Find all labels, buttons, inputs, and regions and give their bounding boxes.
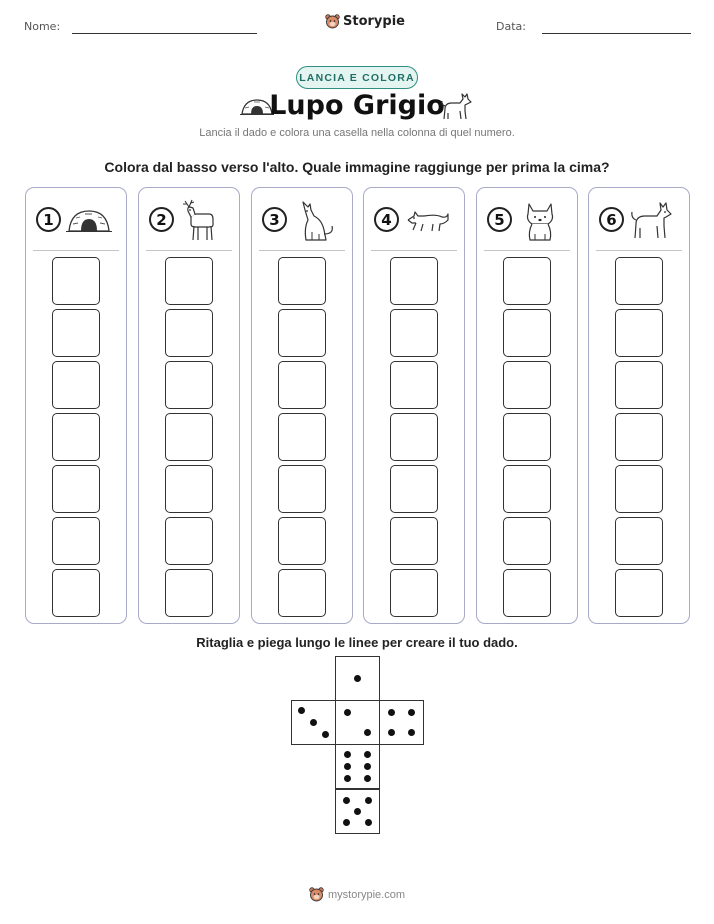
die-pip	[354, 675, 361, 682]
die-pip	[344, 775, 351, 782]
column-number: 3	[262, 207, 287, 232]
den-icon	[66, 198, 112, 242]
brand-logo	[325, 13, 405, 30]
name-line	[72, 33, 257, 34]
page-title: Lupo Grigio	[269, 90, 445, 121]
color-box[interactable]	[615, 257, 663, 305]
color-box[interactable]	[503, 569, 551, 617]
date-line	[542, 33, 691, 34]
die-pip	[365, 797, 372, 804]
color-box[interactable]	[390, 465, 438, 513]
brand-name: Storypie	[343, 14, 405, 29]
color-box[interactable]	[278, 413, 326, 461]
die-pip	[408, 709, 415, 716]
color-box[interactable]	[165, 465, 213, 513]
column-divider	[596, 250, 682, 251]
deer-icon	[179, 198, 225, 242]
die-pip	[365, 819, 372, 826]
column-header	[364, 188, 464, 250]
die-face-3	[291, 700, 336, 745]
column-divider	[484, 250, 570, 251]
die-pip	[322, 731, 329, 738]
color-box[interactable]	[52, 517, 100, 565]
die-pip	[354, 808, 361, 815]
die-pip	[310, 719, 317, 726]
die-pip	[344, 709, 351, 716]
column-header	[139, 188, 239, 250]
color-box[interactable]	[503, 309, 551, 357]
date-label: Data:	[496, 20, 526, 33]
column-header	[477, 188, 577, 250]
color-box[interactable]	[165, 309, 213, 357]
die-pip	[344, 751, 351, 758]
color-box[interactable]	[165, 569, 213, 617]
column-number: 4	[374, 207, 399, 232]
race-column-2	[138, 187, 240, 624]
color-box[interactable]	[165, 413, 213, 461]
color-box[interactable]	[278, 257, 326, 305]
column-number: 6	[599, 207, 624, 232]
color-box[interactable]	[390, 309, 438, 357]
die-pip	[343, 797, 350, 804]
color-box[interactable]	[52, 413, 100, 461]
column-divider	[33, 250, 119, 251]
color-box[interactable]	[52, 361, 100, 409]
color-box[interactable]	[390, 361, 438, 409]
game-instruction: Colora dal basso verso l'alto. Quale immagine raggiunge per prima la cima?	[104, 159, 610, 175]
color-box[interactable]	[615, 413, 663, 461]
bear-mascot-icon	[325, 13, 340, 30]
color-box[interactable]	[503, 465, 551, 513]
footer-url: mystorypie.com	[327, 888, 406, 901]
column-header	[252, 188, 352, 250]
column-header	[589, 188, 689, 250]
column-header	[26, 188, 126, 250]
cut-instruction: Ritaglia e piega lungo le linee per creare il tuo dado.	[196, 635, 518, 650]
wolf-pup-icon	[517, 198, 563, 242]
color-box[interactable]	[278, 517, 326, 565]
color-box[interactable]	[503, 517, 551, 565]
prowling-wolf-icon	[404, 198, 450, 242]
color-box[interactable]	[52, 569, 100, 617]
wolf-icon	[440, 91, 474, 121]
column-number: 2	[149, 207, 174, 232]
color-box[interactable]	[278, 569, 326, 617]
race-column-3	[251, 187, 353, 624]
die-pip	[408, 729, 415, 736]
color-box[interactable]	[390, 569, 438, 617]
race-column-1	[25, 187, 127, 624]
die-pip	[298, 707, 305, 714]
die-pip	[364, 775, 371, 782]
race-column-5	[476, 187, 578, 624]
color-box[interactable]	[615, 309, 663, 357]
die-face-5	[335, 789, 380, 834]
die-pip	[364, 763, 371, 770]
bear-mascot-icon	[309, 886, 324, 903]
column-divider	[146, 250, 232, 251]
footer	[0, 886, 714, 903]
column-divider	[259, 250, 345, 251]
standing-wolf-icon	[629, 198, 675, 242]
color-box[interactable]	[52, 257, 100, 305]
page-subtitle: Lancia il dado e colora una casella nella colonna di quel numero.	[199, 127, 515, 139]
name-label: Nome:	[24, 20, 61, 33]
color-box[interactable]	[278, 361, 326, 409]
die-pip	[388, 709, 395, 716]
column-number: 5	[487, 207, 512, 232]
color-box[interactable]	[278, 309, 326, 357]
color-box[interactable]	[165, 257, 213, 305]
die-pip	[343, 819, 350, 826]
color-box[interactable]	[390, 517, 438, 565]
color-box[interactable]	[615, 569, 663, 617]
die-pip	[388, 729, 395, 736]
howling-wolf-icon	[292, 198, 338, 242]
die-face-4	[379, 700, 424, 745]
color-box[interactable]	[503, 361, 551, 409]
die-pip	[364, 729, 371, 736]
color-box[interactable]	[615, 517, 663, 565]
color-box[interactable]	[615, 465, 663, 513]
color-box[interactable]	[503, 257, 551, 305]
color-box[interactable]	[165, 361, 213, 409]
color-box[interactable]	[278, 465, 326, 513]
die-face-1	[335, 656, 380, 701]
color-box[interactable]	[52, 309, 100, 357]
die-face-2	[335, 700, 380, 745]
column-number: 1	[36, 207, 61, 232]
die-pip	[364, 751, 371, 758]
color-box[interactable]	[503, 413, 551, 461]
activity-badge: LANCIA E COLORA	[296, 66, 418, 89]
column-divider	[371, 250, 457, 251]
die-face-6	[335, 744, 380, 789]
color-box[interactable]	[52, 465, 100, 513]
race-column-4	[363, 187, 465, 624]
die-pip	[344, 763, 351, 770]
color-box[interactable]	[165, 517, 213, 565]
race-column-6	[588, 187, 690, 624]
color-box[interactable]	[615, 361, 663, 409]
color-box[interactable]	[390, 257, 438, 305]
color-box[interactable]	[390, 413, 438, 461]
